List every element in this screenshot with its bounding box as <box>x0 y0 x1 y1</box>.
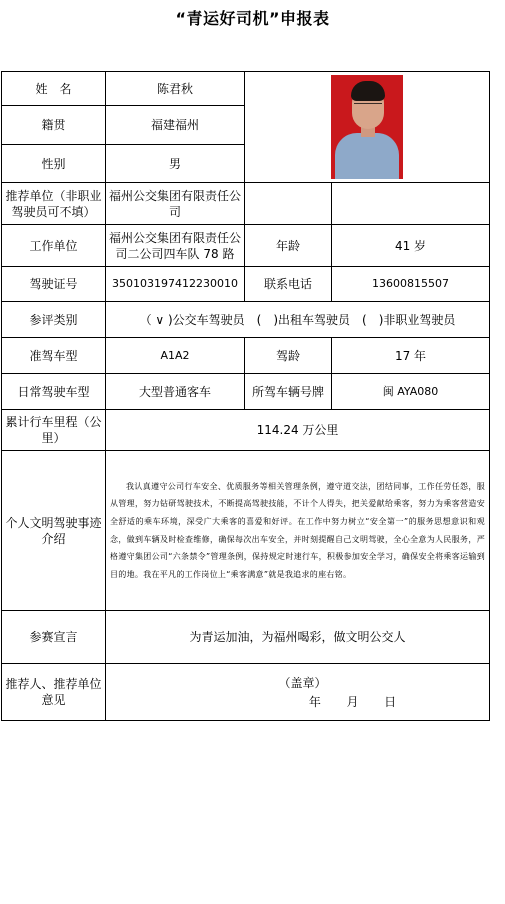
form-title: “青运好司机”申报表 <box>175 9 330 28</box>
plate-value: 闽 AYA080 <box>332 374 490 410</box>
vehicle-type-value: A1A2 <box>106 338 245 374</box>
phone-value: 13600815507 <box>332 267 490 302</box>
recommend-opinion-cell <box>106 664 490 721</box>
daily-vehicle-value: 大型普通客车 <box>106 374 245 410</box>
workplace-label: 工作单位 <box>2 225 106 267</box>
story-body: 我认真遵守公司行车安全、优质服务等相关管理条例，遵守道交法，团结同事，工作任劳任怨，服从管理，努力钻研驾驶技术，不断提高驾驶技能，不计个人得失，把关爱献给乘客，努力为乘客营造安全舒适的乘车环境，深受广大乘客的喜爱和好评。在工作中努力树立“安全第一”的服务思想意识和观念，做到车辆及时检查维修，确保每次出车安全，并时刻提醒自己文明驾驶，全心全意为人民服务，严格遵守集团公司“六条禁令”管理条例，保持规定时速行车，积极参加安全学习，确保安全将乘客运输到目的地。我在平凡的工作岗位上“乘客满意”就是我追求的座右铭。 <box>110 481 485 579</box>
mileage-value: 114.24 万公里 <box>106 410 490 451</box>
name-label: 姓 名 <box>2 72 106 106</box>
gender-label: 性别 <box>2 145 106 183</box>
driving-years-label: 驾龄 <box>245 338 332 374</box>
declaration-label: 参赛宣言 <box>2 611 106 664</box>
category-label: 参评类别 <box>2 302 106 338</box>
license-label: 驾驶证号 <box>2 267 106 302</box>
vehicle-type-label: 准驾车型 <box>2 338 106 374</box>
recommend-opinion-label: 推荐人、推荐单位意见 <box>2 664 106 721</box>
driving-years-value: 17 年 <box>332 338 490 374</box>
empty-cell <box>245 183 332 225</box>
phone-label: 联系电话 <box>245 267 332 302</box>
recommender-value: 福州公交集团有限责任公司 <box>106 183 245 225</box>
category-value: （ ∨ )公交车驾驶员 ( )出租车驾驶员 ( )非职业驾驶员 <box>106 302 490 338</box>
name-value: 陈君秋 <box>106 72 245 106</box>
date-line <box>109 694 486 710</box>
declaration-value: 为青运加油，为福州喝彩，做文明公交人 <box>106 611 490 664</box>
age-label: 年龄 <box>245 225 332 267</box>
native-place-value: 福建福州 <box>106 106 245 145</box>
age-value: 41 岁 <box>332 225 490 267</box>
workplace-value: 福州公交集团有限责任公司二公司四车队 78 路 <box>106 225 245 267</box>
date-month: 月 <box>346 694 359 709</box>
gender-value: 男 <box>106 145 245 183</box>
plate-label: 所驾车辆号牌 <box>245 374 332 410</box>
empty-cell <box>332 183 490 225</box>
recommender-label: 推荐单位（非职业驾驶员可不填） <box>2 183 106 225</box>
date-day: 日 <box>384 694 397 709</box>
mileage-label: 累计行车里程（公里） <box>2 410 106 451</box>
license-value: 350103197412230010 <box>106 267 245 302</box>
daily-vehicle-label: 日常驾驶车型 <box>2 374 106 410</box>
native-place-label: 籍贯 <box>2 106 106 145</box>
seal-text: （盖章） <box>278 675 327 690</box>
application-form <box>1 71 490 721</box>
date-year: 年 <box>308 694 321 709</box>
story-text <box>106 451 490 611</box>
story-label: 个人文明驾驶事迹介绍 <box>2 451 106 611</box>
photo-cell <box>245 72 490 183</box>
portrait-photo <box>331 75 403 179</box>
